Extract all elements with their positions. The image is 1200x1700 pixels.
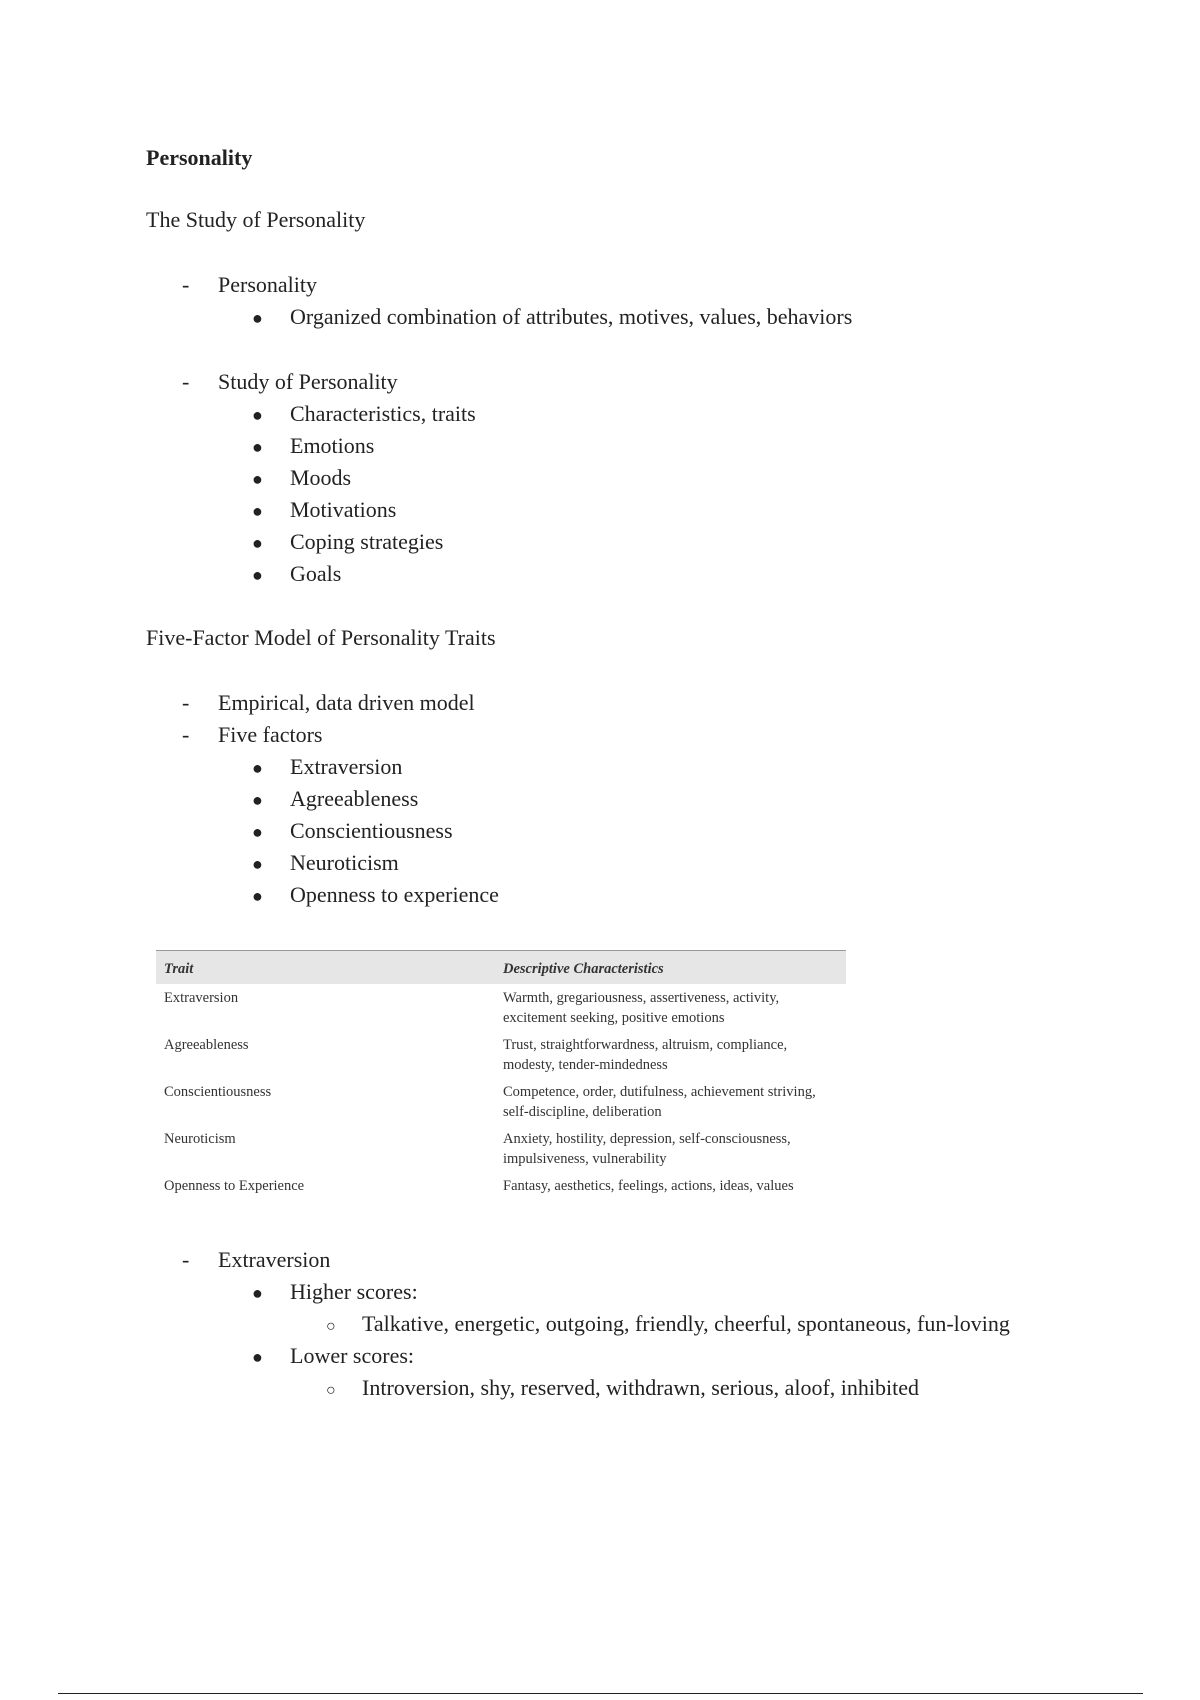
dash-marker: - [182,722,190,747]
list-item-text: Extraversion [218,1247,331,1272]
list-item-text: Study of Personality [218,369,398,394]
list-item-text: Coping strategies [290,529,444,554]
dash-marker: - [182,690,190,715]
bullet-icon: ● [252,758,263,778]
list-item-text: Neuroticism [290,850,399,875]
list-item [252,1279,418,1305]
trait-table [156,950,846,1199]
list-item-text: Talkative, energetic, outgoing, friendly, cheerful, spontaneous, fun-loving [362,1311,1010,1336]
list-item-text: Conscientiousness [290,818,453,843]
table-row [156,1078,846,1125]
list-item-text: Moods [290,465,352,490]
trait-cell: Openness to Experience [164,1178,305,1194]
list-item [252,818,453,844]
table-row [156,1031,846,1078]
bullet-icon: ● [252,533,263,553]
list-item [182,722,322,748]
trait-cell: Agreeableness [164,1037,249,1053]
description-cell: Anxiety, hostility, depression, self-consciousness, impulsiveness, vulnerability [503,1131,791,1167]
list-item-text: Motivations [290,497,397,522]
dash-marker: - [182,1247,190,1272]
description-cell: Fantasy, aesthetics, feelings, actions, ideas, values [503,1178,794,1194]
list-item [252,882,499,908]
description-cell: Competence, order, dutifulness, achievement striving, self-discipline, deliberation [503,1084,816,1120]
description-cell: Warmth, gregariousness, assertiveness, activity, excitement seeking, positive emotions [503,990,780,1026]
list-item-text: Organized combination of attributes, motives, values, behaviors [290,304,853,329]
list-item [252,401,476,427]
column-header-descriptive: Descriptive Characteristics [503,961,664,977]
bullet-icon: ● [252,790,263,810]
dash-marker: - [182,272,190,297]
trait-cell: Conscientiousness [164,1084,272,1100]
list-item-text: Agreeableness [290,786,419,811]
list-item [326,1311,1010,1337]
description-cell: Trust, straightforwardness, altruism, compliance, modesty, tender-mindedness [503,1037,788,1073]
section-heading-five-factor: Five-Factor Model of Personality Traits [146,625,496,650]
list-item [182,272,317,298]
bullet-icon: ● [252,469,263,489]
circle-bullet-icon: ○ [326,1318,336,1335]
table-row [156,1125,846,1172]
document-title: Personality [146,145,253,170]
trait-cell: Extraversion [164,990,239,1006]
section-heading-study: The Study of Personality [146,207,366,232]
list-item [182,369,398,395]
list-item [252,754,402,780]
list-item-text: Empirical, data driven model [218,690,475,715]
list-item-text: Goals [290,561,342,586]
list-item-text: Emotions [290,433,375,458]
list-item-text: Characteristics, traits [290,401,476,426]
bullet-icon: ● [252,565,263,585]
list-item [252,786,418,812]
list-item [252,529,443,555]
bullet-icon: ● [252,501,263,521]
bullet-icon: ● [252,822,263,842]
bullet-icon: ● [252,1283,263,1303]
list-item [252,497,396,523]
table-row [156,984,846,1031]
table-header-row [156,951,846,985]
list-item [252,304,852,330]
list-item [252,465,351,491]
list-item [252,433,374,459]
list-item [326,1375,919,1401]
list-item-text: Introversion, shy, reserved, withdrawn, serious, aloof, inhibited [362,1375,920,1400]
list-item [252,850,399,876]
list-item [252,561,341,587]
table-row [156,1172,846,1199]
footer-rule [58,1693,1143,1694]
list-item-text: Five factors [218,722,323,747]
list-item [182,690,475,716]
bullet-icon: ● [252,405,263,425]
list-item-text: Lower scores: [290,1343,415,1368]
bullet-icon: ● [252,308,263,328]
list-item-text: Higher scores: [290,1279,418,1304]
dash-marker: - [182,369,190,394]
circle-bullet-icon: ○ [326,1382,336,1399]
list-item-text: Extraversion [290,754,403,779]
bullet-icon: ● [252,437,263,457]
trait-cell: Neuroticism [164,1131,236,1147]
list-item [182,1247,330,1273]
bullet-icon: ● [252,1347,263,1367]
bullet-icon: ● [252,854,263,874]
list-item-text: Personality [218,272,317,297]
list-item-text: Openness to experience [290,882,499,907]
bullet-icon: ● [252,886,263,906]
column-header-trait: Trait [164,961,194,977]
list-item [252,1343,414,1369]
